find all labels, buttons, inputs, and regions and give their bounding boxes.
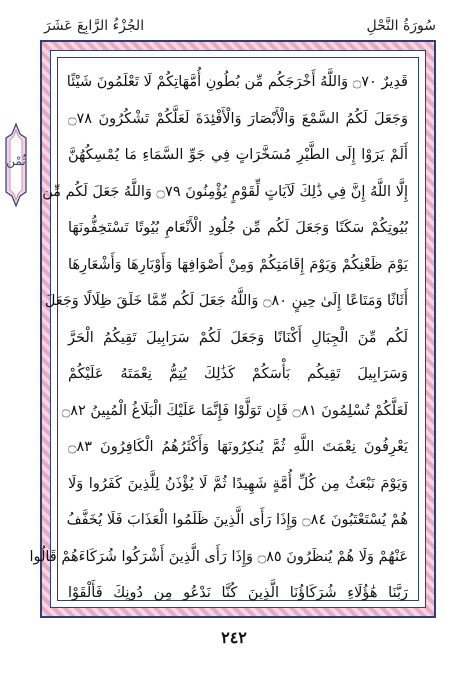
verse-line: بُيُوتِكُمْ سَكَنًا وَجَعَلَ لَكُم مِّن جُلُودِ الْأَنْعَامِ بُيُوتًا تَسْتَخِفُّونَهَا bbox=[68, 220, 408, 236]
verse-line: لَعَلَّكُمْ تُسْلِمُونَ ۝٨١ فَإِن تَوَلَّوْا فَإِنَّمَا عَلَيْكَ الْبَلَاغُ الْمُبِينُ ۝٨٢ bbox=[61, 402, 408, 419]
verse-line: وَيَوْمَ نَبْعَثُ مِن كُلِّ أُمَّةٍ شَهِيدًا ثُمَّ لَا يُؤْذَنُ لِلَّذِينَ كَفَرُوا وَلَا bbox=[68, 475, 408, 492]
marker-label: ثُمْن bbox=[6, 154, 26, 168]
verse-line: لَكُم مِّنَ الْجِبَالِ أَكْنَانًا وَجَعَلَ لَكُمْ سَرَابِيلَ تَقِيكُمُ الْحَرَّ bbox=[68, 329, 408, 346]
verse-line: إِلَّا اللَّهُ إِنَّ فِي ذَٰلِكَ لَآيَاتٍ لِّقَوْمٍ يُؤْمِنُونَ ۝٧٩ وَاللَّهُ جَعَلَ لَكُم مِّن bbox=[42, 183, 408, 200]
verse-line: وَجَعَلَ لَكُمُ السَّمْعَ وَالْأَبْصَارَ وَالْأَفْئِدَةَ لَعَلَّكُمْ تَشْكُرُونَ ۝٧٨ bbox=[68, 110, 408, 127]
page-header bbox=[44, 16, 436, 40]
verse-line: أَثَاثًا وَمَتَاعًا إِلَىٰ حِينٍ ۝٨٠ وَاللَّهُ جَعَلَ لَكُم مِّمَّا خَلَقَ ظِلَالًا وَجَعَلَ bbox=[44, 293, 408, 309]
verse-block bbox=[29, 64, 408, 612]
verse-line: يَوْمَ ظَعْنِكُمْ وَيَوْمَ إِقَامَتِكُمْ وَمِنْ أَصْوَافِهَا وَأَوْبَارِهَا وَأَشْعَارِهَا bbox=[68, 256, 408, 273]
verse-line: عَنْهُمْ وَلَا هُمْ يُنظَرُونَ ۝٨٥ وَإِذَا رَأَى الَّذِينَ أَشْرَكُوا شُرَكَاءَهُمْ قَالُوا bbox=[29, 548, 408, 565]
verse-line: أَلَمْ يَرَوْا إِلَى الطَّيْرِ مُسَخَّرَاتٍ فِي جَوِّ السَّمَاءِ مَا يُمْسِكُهُنَّ bbox=[68, 147, 408, 163]
text-area bbox=[29, 57, 419, 601]
page-frame bbox=[29, 40, 436, 618]
surah-name: سُورَةُ النَّحْلِ bbox=[366, 18, 436, 34]
verse-line: قَدِيرٌ ۝٧٠ وَاللَّهُ أَخْرَجَكُم مِّن بُطُونِ أُمَّهَاتِكُمْ لَا تَعْلَمُونَ شَيْئًا bbox=[66, 74, 408, 90]
verse-line: رَبَّنَا هَٰؤُلَاءِ شُرَكَاؤُنَا الَّذِينَ كُنَّا نَدْعُو مِن دُونِكَ فَأَلْقَوْا bbox=[68, 585, 408, 601]
margin-marker bbox=[2, 122, 30, 208]
verse-line: هُمْ يُسْتَعْتَبُونَ ۝٨٤ وَإِذَا رَأَى الَّذِينَ ظَلَمُوا الْعَذَابَ فَلَا يُخَفَّفُ bbox=[66, 512, 408, 528]
page-number: ٢٤٢ bbox=[221, 628, 247, 647]
verse-line: وَسَرَابِيلَ تَقِيكُم بَأْسَكُمْ كَذَٰلِكَ يُتِمُّ نِعْمَتَهُ عَلَيْكُمْ bbox=[68, 366, 408, 382]
juz-label: الجُزْءُ الرَّابِعَ عَشَرَ bbox=[44, 18, 145, 34]
verse-line: يَعْرِفُونَ نِعْمَتَ اللَّهِ ثُمَّ يُنكِرُونَهَا وَأَكْثَرُهُمُ الْكَافِرُونَ ۝٨٣ bbox=[68, 439, 408, 455]
